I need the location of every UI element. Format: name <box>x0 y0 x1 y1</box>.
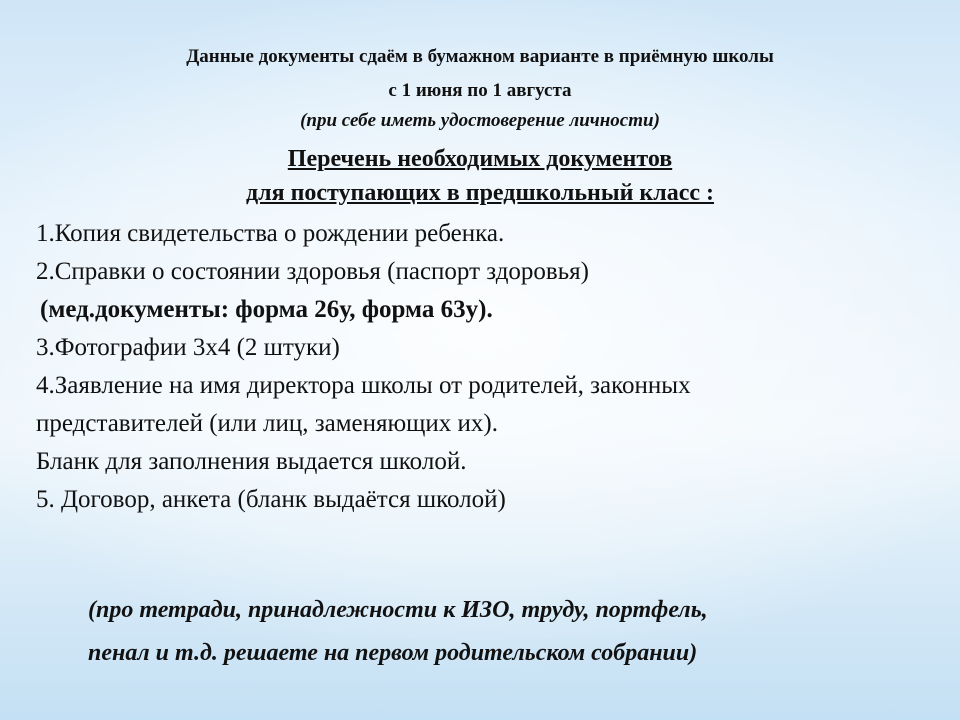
list-item-1: 1.Копия свидетельства о рождении ребенка. <box>36 220 505 247</box>
header-line-1: Данные документы сдаём в бумажном варианте в приёмную школы <box>186 46 774 67</box>
list-item-5: 5. Договор, анкета (бланк выдаётся школой) <box>36 486 506 513</box>
header-line-3: (при себе иметь удостоверение личности) <box>300 110 660 131</box>
list-item-4-note: Бланк для заполнения выдается школой. <box>36 448 467 475</box>
list-item-2: 2.Справки о состоянии здоровья (паспорт здоровья) <box>36 258 589 285</box>
header-line-2: с 1 июня по 1 августа <box>388 80 572 101</box>
title-line-1: Перечень необходимых документов <box>287 146 673 172</box>
list-item-2-detail <box>40 296 493 324</box>
list-item-2-detail-text: (мед.документы: форма 26у, форма 63у). <box>40 296 493 323</box>
list-item-4-cont: представителей (или лиц, заменяющих их). <box>36 410 499 437</box>
list-item-4: 4.Заявление на имя директора школы от родителей, законных <box>36 372 691 399</box>
list-item-3: 3.Фотографии 3х4 (2 штуки) <box>36 334 340 361</box>
note-line-1: (про тетради, принадлежности к ИЗО, труду, портфель, <box>88 597 708 623</box>
note-line-2: пенал и т.д. решаете на первом родительском собрании) <box>88 640 698 666</box>
title-line-2: для поступающих в предшкольный класс : <box>245 180 714 206</box>
